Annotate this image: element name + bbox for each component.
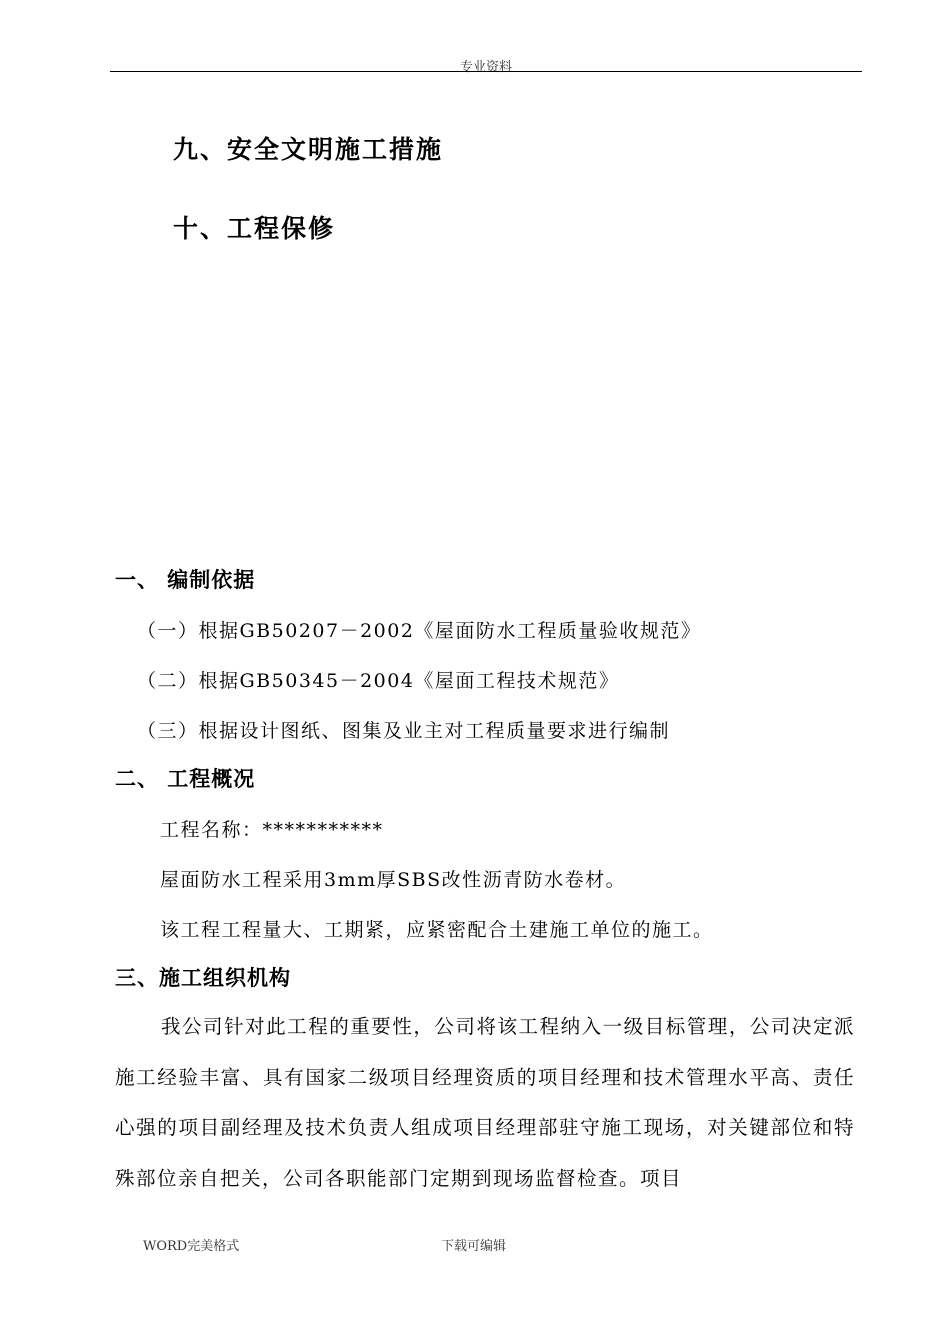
- toc-item-safety: 九、安全文明施工措施: [173, 135, 444, 164]
- organization-paragraph: 我公司针对此工程的重要性，公司将该工程纳入一级目标管理，公司决定派施工经验丰富、具有国家二级项目经理资质的项目经理和技术管理水平高、责任心强的项目副经理及技术负责人组成项目经理部驻守施工现场，对关键部位和特殊部位亲自把关，公司各职能部门定期到现场监督检查。项目: [115, 1015, 855, 1190]
- header-label: 专业资料: [459, 60, 512, 75]
- footer-left-label: WORD完美格式: [143, 1239, 240, 1254]
- basis-item-1: （一）根据GB50207－2002《屋面防水工程质量验收规范》: [137, 620, 702, 642]
- overview-material: 屋面防水工程采用3mm厚SBS改性沥青防水卷材。: [160, 869, 627, 891]
- section-heading-overview: 二、 工程概况: [115, 767, 256, 791]
- basis-item-3: （三）根据设计图纸、图集及业主对工程质量要求进行编制: [137, 720, 671, 742]
- header-rule: [110, 71, 862, 72]
- section-heading-basis: 一、 编制依据: [115, 568, 256, 592]
- section-heading-organization: 三、施工组织机构: [115, 966, 291, 990]
- overview-project-name: 工程名称：***********: [160, 819, 384, 841]
- footer-center-label: 下载可编辑: [441, 1239, 507, 1254]
- basis-item-2: （二）根据GB50345－2004《屋面工程技术规范》: [137, 670, 620, 692]
- toc-item-warranty: 十、工程保修: [173, 214, 336, 243]
- overview-schedule: 该工程工程量大、工期紧，应紧密配合土建施工单位的施工。: [160, 919, 714, 941]
